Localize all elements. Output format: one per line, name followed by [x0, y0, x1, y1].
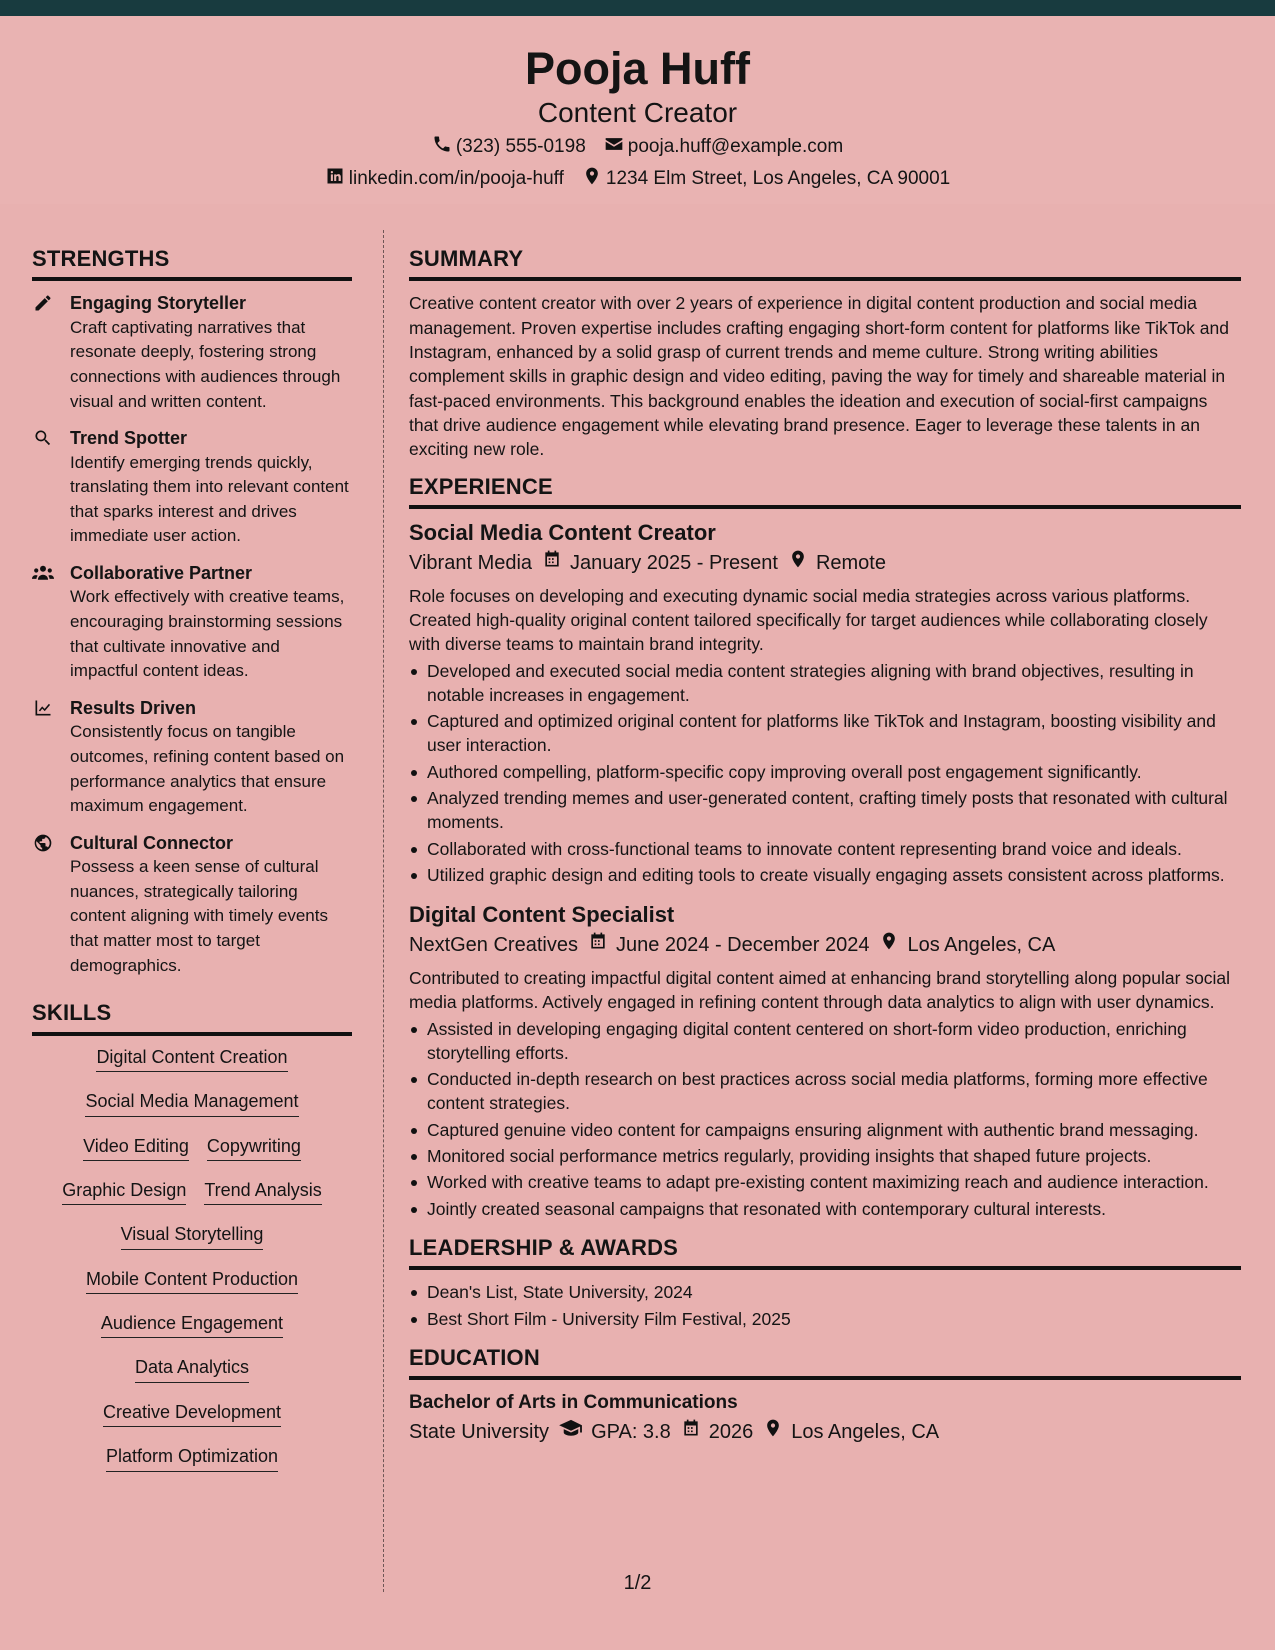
job-location: Remote — [815, 551, 886, 574]
phone-contact — [432, 134, 586, 161]
job-description: Contributed to creating impactful digital content aimed at enhancing brand storytelling along popular social media platforms. Actively engaged in refining content through data analytics to align with user dynamics. — [409, 967, 1231, 1013]
skill-tag: Copywriting — [207, 1135, 301, 1161]
users-icon — [32, 561, 70, 684]
job-bullets — [409, 659, 1241, 888]
strength-desc: Identify emerging trends quickly, translating them into relevant content that sparks interest and drives immediate user action. — [70, 452, 349, 546]
strength-desc: Possess a keen sense of cultural nuances, strategically tailoring content aligning with timely events that matter most to target demographics. — [70, 857, 328, 975]
skill-tag: Graphic Design — [62, 1179, 186, 1205]
strength-item — [32, 291, 352, 414]
map-pin-icon — [763, 1417, 783, 1447]
strength-title: Results Driven — [70, 697, 197, 718]
right-column — [409, 246, 1241, 1453]
map-pin-icon — [879, 930, 899, 960]
address-contact — [582, 166, 950, 193]
left-column — [32, 246, 352, 1490]
top-bar — [0, 0, 1275, 16]
resume-header — [0, 16, 1275, 204]
education-gpa: GPA: 3.8 — [591, 1421, 671, 1444]
skill-tag: Trend Analysis — [204, 1179, 321, 1205]
awards-list — [409, 1280, 1241, 1331]
envelope-icon — [604, 134, 624, 161]
job-meta — [409, 930, 1241, 960]
linkedin-text[interactable]: linkedin.com/in/pooja-huff — [348, 168, 564, 189]
calendar-icon — [588, 930, 608, 960]
contact-row-1 — [0, 134, 1275, 161]
skill-tag: Platform Optimization — [106, 1445, 278, 1471]
education-heading: EDUCATION — [409, 1345, 1241, 1380]
experience-heading: EXPERIENCE — [409, 474, 1241, 509]
summary-text: Creative content creator with over 2 years of experience in digital content production and social media management. Proven expertise includes crafting engaging short-form content for platforms like TikTok and Instagram, enhanced by a solid grasp of current trends and meme culture. Strong writing abilities complement skills in graphic design and video editing, paving the way for timely and shareable material in fast-paced environments. This background enables the ideation and execution of social-first campaigns that drive audience engagement while elevating brand presence. Eager to leverage these talents in an exciting new role. — [409, 293, 1229, 460]
strength-item — [32, 561, 352, 684]
job-description: Role focuses on developing and executing dynamic social media strategies across various platforms. Created high-quality original content tailored specifically for target audiences while collaborating closely with diverse teams to maintain brand integrity. — [409, 585, 1208, 655]
education-meta — [409, 1417, 1241, 1447]
strength-desc: Work effectively with creative teams, encouraging brainstorming sessions that cultivate innovative and impactful content ideas. — [70, 587, 345, 681]
strength-desc: Consistently focus on tangible outcomes, refining content based on performance analytics that ensure maximum engagement. — [70, 722, 345, 816]
skill-tag: Digital Content Creation — [96, 1046, 287, 1072]
job-meta — [409, 548, 1241, 578]
list-item: Best Short Film - University Film Festival, 2025 — [409, 1307, 1241, 1331]
list-item: Jointly created seasonal campaigns that resonated with contemporary cultural interests. — [409, 1197, 1241, 1221]
education-degree: Bachelor of Arts in Communications — [409, 1392, 738, 1414]
pencil-icon — [32, 291, 70, 414]
contact-row-2 — [0, 166, 1275, 193]
map-pin-icon — [788, 548, 808, 578]
page-number: 1/2 — [623, 1572, 652, 1594]
skill-tag: Video Editing — [83, 1135, 189, 1161]
education-location: Los Angeles, CA — [791, 1421, 940, 1444]
chart-line-icon — [32, 696, 70, 819]
linkedin-contact[interactable] — [325, 166, 564, 193]
strength-desc: Craft captivating narratives that resonate deeply, fostering strong connections with audiences through visual and written content. — [70, 317, 341, 411]
job-company: NextGen Creatives — [409, 933, 578, 956]
skills-list — [32, 1046, 352, 1490]
list-item: Analyzed trending memes and user-generated content, crafting timely posts that resonated with cultural moments. — [409, 786, 1241, 835]
skill-tag: Audience Engagement — [101, 1312, 283, 1338]
summary-heading: SUMMARY — [409, 246, 1241, 281]
address-text: 1234 Elm Street, Los Angeles, CA 90001 — [605, 168, 951, 189]
job-entry — [409, 901, 1241, 1221]
column-divider — [383, 230, 384, 1592]
strength-title: Trend Spotter — [70, 428, 188, 449]
strengths-heading: STRENGTHS — [32, 246, 352, 281]
list-item: Utilized graphic design and editing tools to create visually engaging assets consistent across platforms. — [409, 863, 1241, 887]
strength-item — [32, 426, 352, 549]
graduation-cap-icon — [559, 1417, 583, 1447]
email-contact[interactable] — [604, 134, 843, 161]
strength-title: Cultural Connector — [70, 832, 234, 853]
job-dates: June 2024 - December 2024 — [615, 933, 870, 956]
list-item: Captured genuine video content for campaigns ensuring alignment with authentic brand messaging. — [409, 1118, 1241, 1142]
education-year: 2026 — [708, 1421, 754, 1444]
map-pin-icon — [582, 166, 602, 193]
job-entry — [409, 519, 1241, 887]
list-item: Monitored social performance metrics regularly, providing insights that shaped future projects. — [409, 1144, 1241, 1168]
candidate-name: Pooja Huff — [525, 43, 750, 94]
strength-item — [32, 831, 352, 979]
education-school: State University — [409, 1421, 550, 1444]
job-title: Social Media Content Creator — [409, 519, 716, 545]
job-company: Vibrant Media — [409, 551, 533, 574]
strength-title: Engaging Storyteller — [70, 293, 247, 314]
phone-text: (323) 555-0198 — [455, 136, 586, 157]
search-icon — [32, 426, 70, 549]
list-item: Worked with creative teams to adapt pre-existing content maximizing reach and audience interaction. — [409, 1170, 1241, 1194]
list-item: Collaborated with cross-functional teams to innovate content representing brand voice and ideals. — [409, 837, 1241, 861]
list-item: Assisted in developing engaging digital content centered on short-form video production, enriching storytelling efforts. — [409, 1017, 1241, 1066]
list-item: Dean's List, State University, 2024 — [409, 1280, 1241, 1304]
job-location: Los Angeles, CA — [907, 933, 1056, 956]
list-item: Conducted in-depth research on best practices across social media platforms, forming more effective content strategies. — [409, 1067, 1241, 1116]
skill-tag: Mobile Content Production — [86, 1268, 298, 1294]
skill-tag: Social Media Management — [85, 1090, 298, 1116]
job-dates: January 2025 - Present — [570, 551, 778, 574]
job-bullets — [409, 1017, 1241, 1222]
list-item: Developed and executed social media content strategies aligning with brand objectives, resulting in notable increases in engagement. — [409, 659, 1241, 708]
skill-tag: Visual Storytelling — [121, 1223, 264, 1249]
skill-tag: Creative Development — [103, 1401, 281, 1427]
calendar-icon — [542, 548, 562, 578]
job-title: Digital Content Specialist — [409, 902, 675, 928]
email-text[interactable]: pooja.huff@example.com — [627, 136, 844, 157]
strength-item — [32, 696, 352, 819]
calendar-icon — [681, 1417, 701, 1447]
list-item: Authored compelling, platform-specific copy improving overall post engagement significantly. — [409, 760, 1241, 784]
skill-tag: Data Analytics — [135, 1356, 249, 1382]
list-item: Captured and optimized original content for platforms like TikTok and Instagram, boosting visibility and user interaction. — [409, 709, 1241, 758]
globe-icon — [32, 831, 70, 979]
phone-icon — [432, 134, 452, 161]
awards-heading: LEADERSHIP & AWARDS — [409, 1235, 1241, 1270]
candidate-title: Content Creator — [537, 97, 738, 128]
strength-title: Collaborative Partner — [70, 563, 253, 584]
linkedin-icon — [325, 166, 345, 193]
skills-heading: SKILLS — [32, 1000, 352, 1035]
